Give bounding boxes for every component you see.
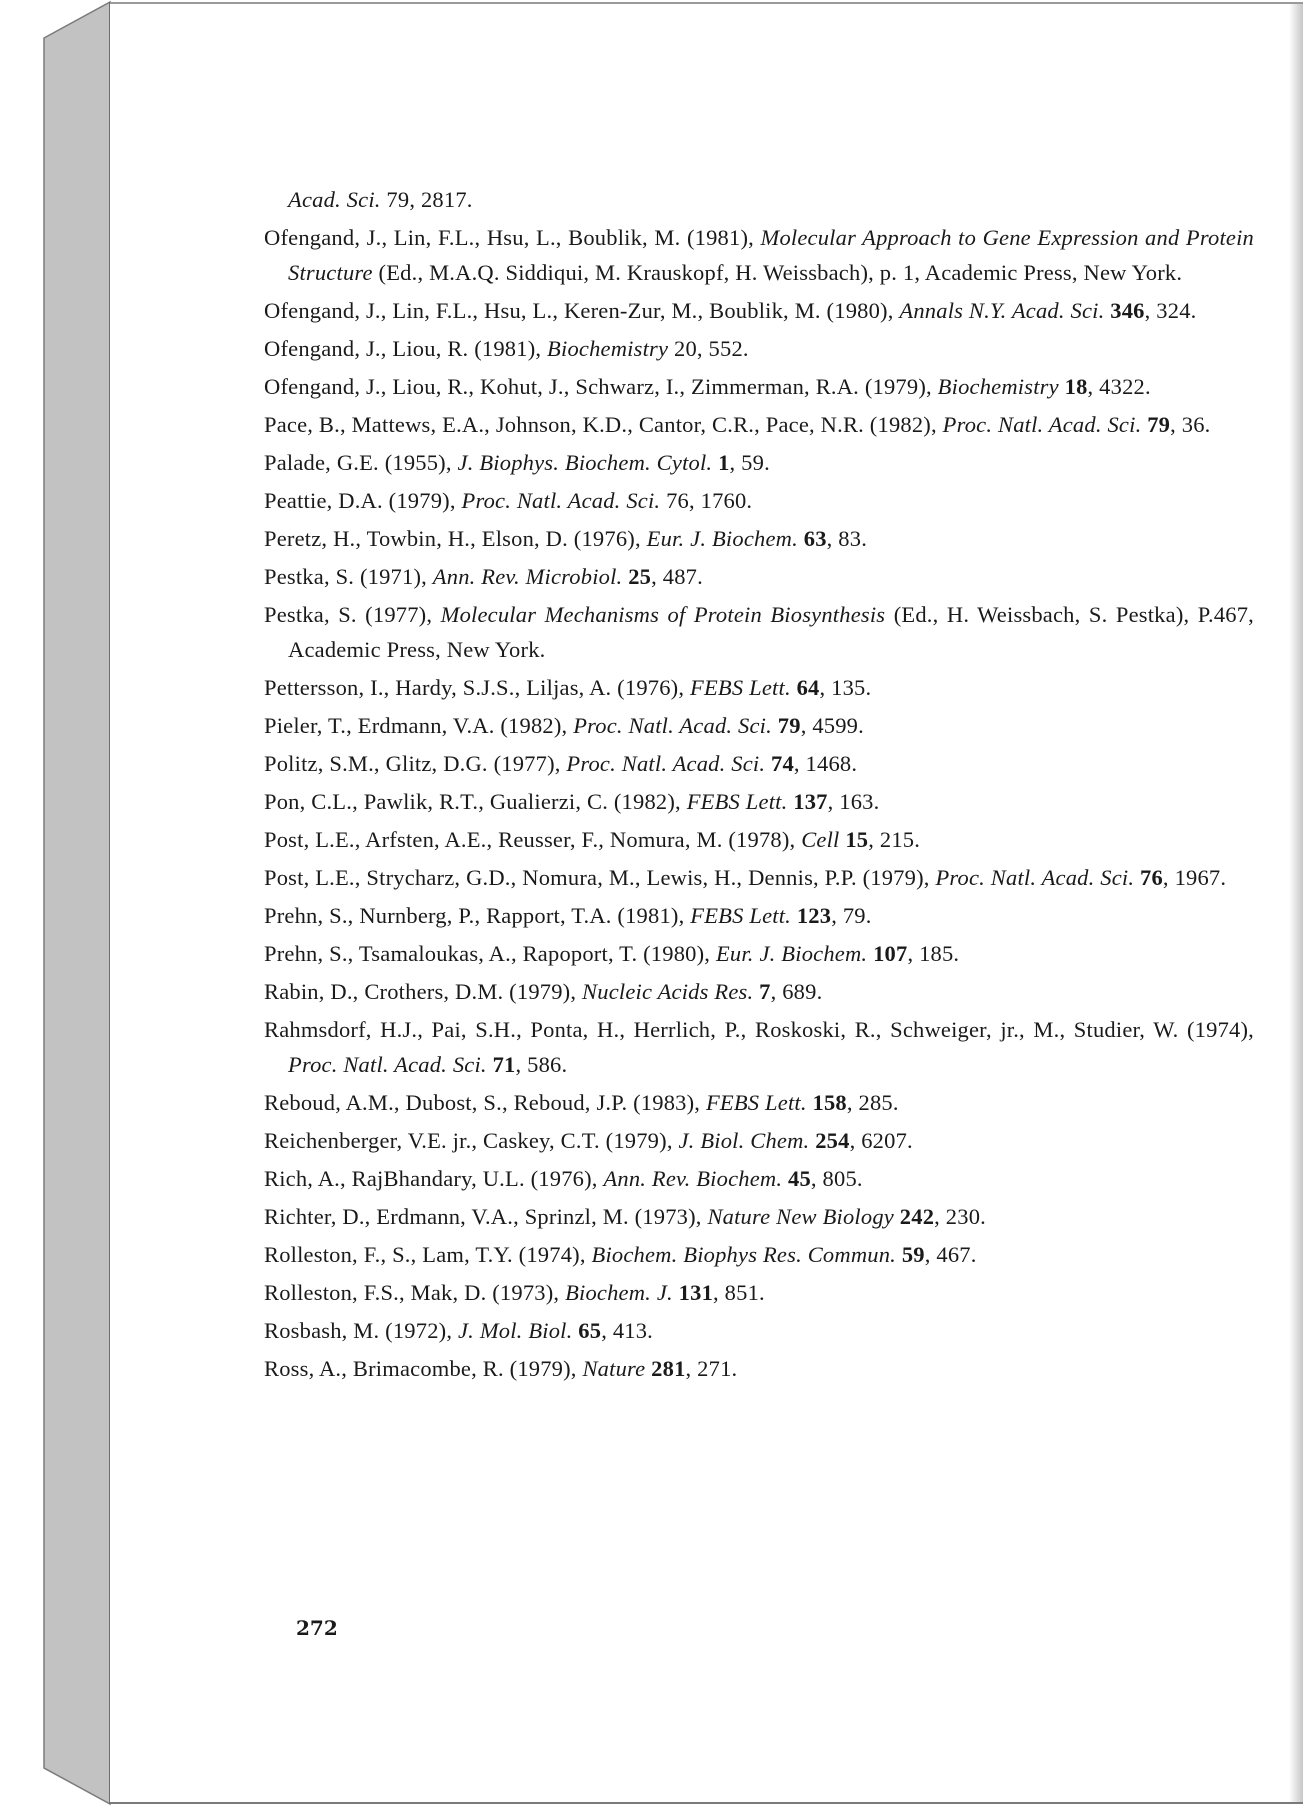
reference-text: Ofengand, J., Lin, F.L., Hsu, L., Keren-Zur, M., Boublik, M. (1980), xyxy=(264,298,900,323)
reference-journal: FEBS Lett. xyxy=(690,675,791,700)
reference-text: , 487. xyxy=(651,564,703,589)
reference-entry xyxy=(264,331,1254,366)
reference-text: , 6207. xyxy=(849,1128,913,1153)
reference-text: Rahmsdorf, H.J., Pai, S.H., Ponta, H., Herrlich, P., Roskoski, R., Schweiger, jr., M., Studier, W. (1974), xyxy=(264,1017,1254,1042)
page-number: 272 xyxy=(296,1616,338,1640)
reference-volume: 131 xyxy=(678,1280,714,1305)
reference-text: Ofengand, J., Lin, F.L., Hsu, L., Boublik, M. (1981), xyxy=(264,225,761,250)
reference-entry xyxy=(264,1161,1254,1196)
reference-volume: 123 xyxy=(796,903,832,928)
reference-text: Rosbash, M. (1972), xyxy=(264,1318,458,1343)
reference-journal: Cell xyxy=(801,827,840,852)
reference-text: , 689. xyxy=(770,979,823,1004)
reference-text: Post, L.E., Strycharz, G.D., Nomura, M., Lewis, H., Dennis, P.P. (1979), xyxy=(264,865,936,890)
reference-entry xyxy=(264,445,1254,480)
reference-volume: 79 xyxy=(777,713,801,738)
reference-text: , 230. xyxy=(934,1204,986,1229)
reference-entry xyxy=(264,293,1254,328)
reference-volume: 25 xyxy=(628,564,652,589)
reference-journal: Nature New Biology xyxy=(707,1204,894,1229)
reference-entry xyxy=(264,597,1254,667)
reference-journal: J. Biol. Chem. xyxy=(678,1128,810,1153)
reference-journal: Biochemistry xyxy=(937,374,1059,399)
reference-volume: 59 xyxy=(901,1242,925,1267)
reference-journal: Proc. Natl. Acad. Sci. xyxy=(288,1052,487,1077)
reference-volume: 45 xyxy=(788,1166,811,1191)
reference-volume: 242 xyxy=(899,1204,935,1229)
reference-volume: 346 xyxy=(1110,298,1145,323)
reference-journal: Ann. Rev. Microbiol. xyxy=(432,564,623,589)
reference-journal: Proc. Natl. Acad. Sci. xyxy=(566,751,766,776)
reference-text: , 215. xyxy=(868,827,921,852)
reference-journal: Proc. Natl. Acad. Sci. xyxy=(935,865,1135,890)
reference-text: Pestka, S. (1971), xyxy=(264,564,433,589)
reference-entry xyxy=(264,1313,1254,1348)
reference-entry xyxy=(264,1199,1254,1234)
reference-text: Ofengand, J., Liou, R., Kohut, J., Schwarz, I., Zimmerman, R.A. (1979), xyxy=(264,374,938,399)
reference-journal: Ann. Rev. Biochem. xyxy=(603,1166,783,1191)
reference-journal: Eur. J. Biochem. xyxy=(715,941,868,966)
reference-journal: FEBS Lett. xyxy=(690,903,791,928)
reference-text: , 285. xyxy=(846,1090,899,1115)
reference-volume: 74 xyxy=(771,751,794,776)
reference-text: (Ed., M.A.Q. Siddiqui, M. Krauskopf, H. Weissbach), p. 1, Academic Press, New York. xyxy=(372,260,1183,285)
reference-list xyxy=(264,182,1254,1389)
reference-entry xyxy=(264,1351,1254,1386)
reference-journal: Nature xyxy=(582,1356,646,1381)
reference-entry xyxy=(264,220,1254,290)
reference-entry xyxy=(264,822,1254,857)
reference-text: Ofengand, J., Liou, R. (1981), xyxy=(264,336,548,361)
reference-text: Richter, D., Erdmann, V.A., Sprinzl, M. (1973), xyxy=(264,1204,708,1229)
reference-journal: Biochemistry xyxy=(547,336,669,361)
reference-text: Palade, G.E. (1955), xyxy=(264,450,458,475)
reference-journal: Molecular Approach to Gene Expression and Protein Structure xyxy=(288,225,1254,285)
reference-text: , 271. xyxy=(685,1356,738,1381)
reference-entry xyxy=(264,974,1254,1009)
reference-entry xyxy=(264,407,1254,442)
reference-volume: 107 xyxy=(873,941,908,966)
reference-text: Peretz, H., Towbin, H., Elson, D. (1976), xyxy=(264,526,647,551)
reference-text: Ross, A., Brimacombe, R. (1979), xyxy=(264,1356,583,1381)
reference-text: , 4322. xyxy=(1087,374,1151,399)
reference-volume: 71 xyxy=(492,1052,516,1077)
page-edge-shadow xyxy=(1289,4,1303,1802)
reference-journal: Proc. Natl. Acad. Sci. xyxy=(461,488,661,513)
reference-text: Reboud, A.M., Dubost, S., Reboud, J.P. (1983), xyxy=(264,1090,706,1115)
reference-text: Rabin, D., Crothers, D.M. (1979), xyxy=(264,979,583,1004)
reference-volume: 15 xyxy=(845,827,869,852)
reference-journal: Molecular Mechanisms of Protein Biosynthesis xyxy=(440,602,886,627)
reference-text: Post, L.E., Arfsten, A.E., Reusser, F., Nomura, M. (1978), xyxy=(264,827,802,852)
reference-entry xyxy=(264,559,1254,594)
reference-volume: 137 xyxy=(793,789,828,814)
reference-text: Rolleston, F., S., Lam, T.Y. (1974), xyxy=(264,1242,592,1267)
reference-text: , 83. xyxy=(826,526,868,551)
reference-text: , 4599. xyxy=(800,713,864,738)
reference-volume: 64 xyxy=(796,675,820,700)
reference-entry xyxy=(264,784,1254,819)
reference-text: , 79. xyxy=(831,903,872,928)
reference-volume: 7 xyxy=(759,979,771,1004)
reference-entry xyxy=(264,1275,1254,1310)
reference-text: Prehn, S., Tsamaloukas, A., Rapoport, T. (1980), xyxy=(264,941,716,966)
reference-entry xyxy=(264,898,1254,933)
reference-journal: Proc. Natl. Acad. Sci. xyxy=(942,412,1142,437)
reference-text: , 185. xyxy=(907,941,960,966)
reference-text: Politz, S.M., Glitz, D.G. (1977), xyxy=(264,751,567,776)
reference-text: Pace, B., Mattews, E.A., Johnson, K.D., Cantor, C.R., Pace, N.R. (1982), xyxy=(264,412,943,437)
reference-journal: Biochem. Biophys Res. Commun. xyxy=(591,1242,896,1267)
reference-volume: 1 xyxy=(718,450,730,475)
reference-entry xyxy=(264,521,1254,556)
reference-text: Rolleston, F.S., Mak, D. (1973), xyxy=(264,1280,566,1305)
reference-entry xyxy=(264,670,1254,705)
reference-text: , 467. xyxy=(924,1242,977,1267)
reference-text: 20, 552. xyxy=(668,336,749,361)
reference-volume: 63 xyxy=(803,526,827,551)
reference-entry xyxy=(264,1123,1254,1158)
reference-journal: Nucleic Acids Res. xyxy=(582,979,754,1004)
reference-volume: 254 xyxy=(815,1128,850,1153)
reference-text: Pettersson, I., Hardy, S.J.S., Liljas, A. (1976), xyxy=(264,675,691,700)
reference-text: , 135. xyxy=(819,675,872,700)
reference-journal: Acad. Sci. xyxy=(288,187,381,212)
reference-entry xyxy=(264,182,1254,217)
reference-text: Peattie, D.A. (1979), xyxy=(264,488,462,513)
reference-journal: J. Mol. Biol. xyxy=(458,1318,573,1343)
reference-entry xyxy=(264,1237,1254,1272)
reference-text: Reichenberger, V.E. jr., Caskey, C.T. (1979), xyxy=(264,1128,679,1153)
reference-journal: Biochem. J. xyxy=(565,1280,673,1305)
reference-text: , 413. xyxy=(601,1318,654,1343)
reference-volume: 281 xyxy=(651,1356,686,1381)
reference-volume: 76 xyxy=(1140,865,1163,890)
reference-text: , 1967. xyxy=(1162,865,1227,890)
reference-entry xyxy=(264,1012,1254,1082)
reference-text: Pieler, T., Erdmann, V.A. (1982), xyxy=(264,713,574,738)
reference-journal: Eur. J. Biochem. xyxy=(646,526,798,551)
reference-text: , 59. xyxy=(729,450,770,475)
reference-text: 76, 1760. xyxy=(660,488,753,513)
reference-entry xyxy=(264,936,1254,971)
reference-text: , 163. xyxy=(827,789,880,814)
reference-text: (Ed., H. Weissbach, S. Pestka), P.467, Academic Press, New York. xyxy=(288,602,1254,662)
reference-journal: Proc. Natl. Acad. Sci. xyxy=(573,713,772,738)
reference-entry xyxy=(264,369,1254,404)
reference-text: Prehn, S., Nurnberg, P., Rapport, T.A. (1981), xyxy=(264,903,691,928)
reference-text: Rich, A., RajBhandary, U.L. (1976), xyxy=(264,1166,604,1191)
reference-entry xyxy=(264,708,1254,743)
reference-volume: 158 xyxy=(812,1090,847,1115)
reference-text: , 586. xyxy=(515,1052,568,1077)
reference-journal: FEBS Lett. xyxy=(705,1090,807,1115)
reference-volume: 18 xyxy=(1064,374,1088,399)
reference-journal: Annals N.Y. Acad. Sci. xyxy=(899,298,1105,323)
reference-entry xyxy=(264,483,1254,518)
reference-entry xyxy=(264,1085,1254,1120)
reference-entry xyxy=(264,860,1254,895)
reference-volume: 65 xyxy=(578,1318,602,1343)
reference-volume: 79 xyxy=(1147,412,1171,437)
reference-text: , 36. xyxy=(1170,412,1211,437)
reference-text: Pestka, S. (1977), xyxy=(264,602,441,627)
book-spine-side xyxy=(44,2,110,1804)
reference-journal: J. Biophys. Biochem. Cytol. xyxy=(457,450,713,475)
reference-text: , 805. xyxy=(810,1166,863,1191)
book-page xyxy=(110,2,1303,1804)
reference-text: , 1468. xyxy=(793,751,858,776)
reference-text: 79, 2817. xyxy=(380,187,473,212)
reference-text: , 851. xyxy=(713,1280,765,1305)
reference-journal: FEBS Lett. xyxy=(686,789,788,814)
reference-text: Pon, C.L., Pawlik, R.T., Gualierzi, C. (1982), xyxy=(264,789,687,814)
reference-entry xyxy=(264,746,1254,781)
reference-text: , 324. xyxy=(1144,298,1197,323)
